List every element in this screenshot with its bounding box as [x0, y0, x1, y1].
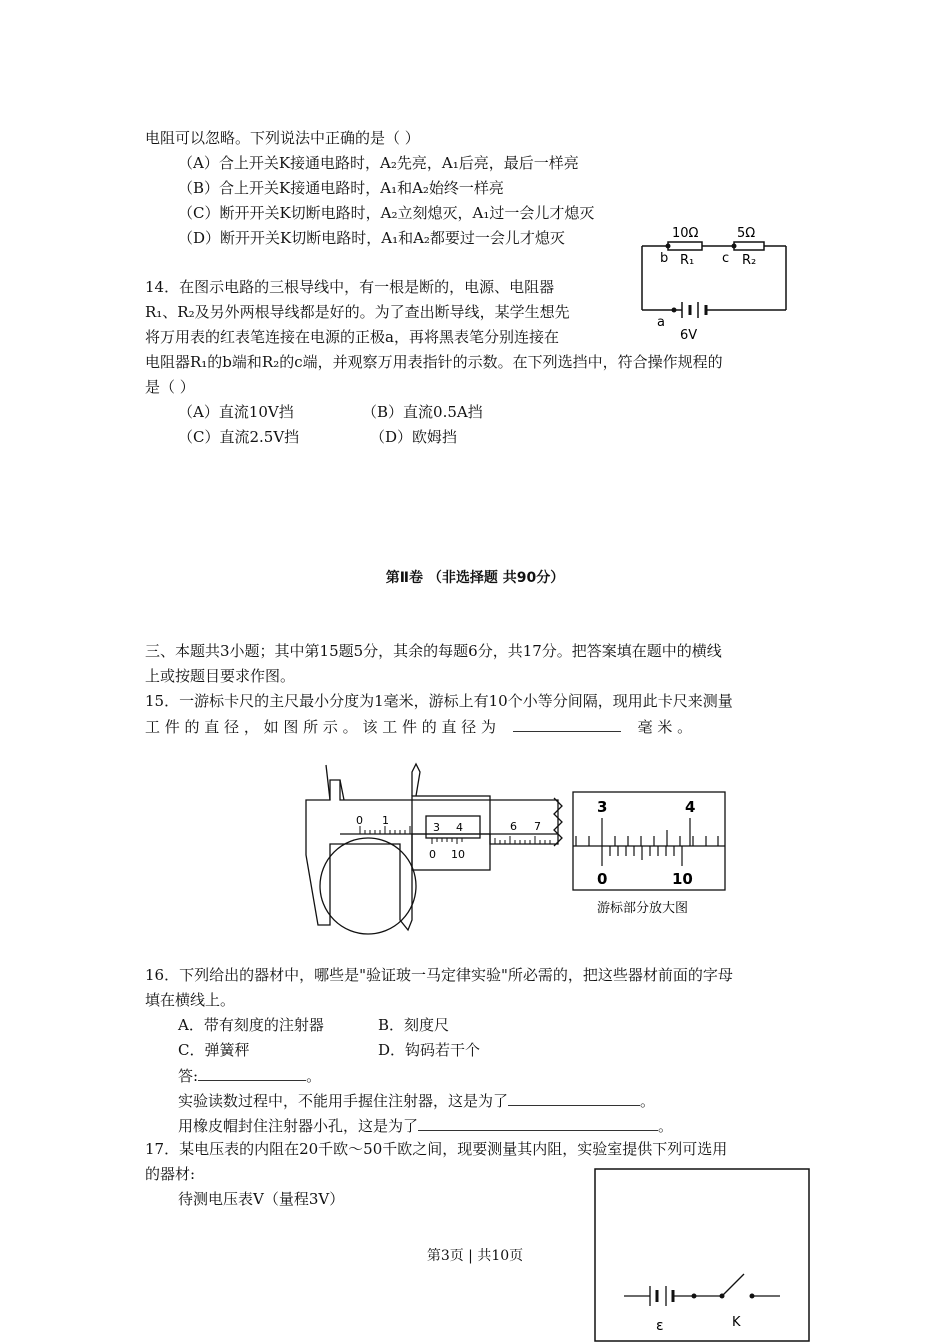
node-c-label: c: [722, 251, 730, 266]
q16-option-c: C．弹簧秤: [178, 1041, 250, 1059]
main-scale-ticks: [360, 826, 550, 844]
q14-option-d: （D）欧姆挡: [370, 428, 458, 446]
q16-answer-line: [178, 1065, 321, 1086]
q16-exp1-blank[interactable]: [508, 1090, 640, 1106]
switch-label: K: [732, 1315, 741, 1330]
zoom-label-0: 0: [597, 870, 608, 888]
q14-option-c: （C）直流2.5V挡: [178, 428, 300, 446]
q15-line2: [145, 716, 692, 737]
q16-line2: 填在横线上。: [145, 991, 236, 1009]
node-a-label: a: [657, 315, 665, 330]
q16-exp2-blank[interactable]: [418, 1115, 658, 1131]
q14-option-a: （A）直流10V挡: [178, 403, 294, 421]
page-footer: 第3页 | 共10页: [426, 1248, 524, 1264]
q14-option-b: （B）直流0.5A挡: [362, 403, 483, 421]
q13-option-c: （C）断开开关K切断电路时，A₂立刻熄灭，A₁过一会儿才熄灭: [178, 204, 595, 222]
q16-option-d: D．钩码若干个: [378, 1041, 481, 1059]
section-3-line2: 上或按题目要求作图。: [145, 667, 296, 685]
q14-line4: 电阻器R₁的b端和R₂的c端，并观察万用表指针的示数。在下列选挡中，符合操作规程的: [145, 353, 723, 371]
q17-line2: 的器材:: [145, 1165, 196, 1183]
q17-line1: 17．某电压表的内阻在20千欧～50千欧之间，现要测量其内阻，实验室提供下列可选用: [145, 1140, 728, 1158]
zoom-box: [573, 792, 725, 890]
q14-line2: R₁、R₂及另外两根导线都是好的。为了查出断导线，某学生想先: [145, 303, 570, 321]
main-scale-6: 6: [510, 820, 517, 833]
q15-line1: 15．一游标卡尺的主尺最小分度为1毫米，游标上有10个小等分间隔，现用此卡尺来测量: [145, 692, 733, 710]
q15-line2-unit: 毫 米 。: [637, 718, 693, 736]
r2-label: R₂: [742, 253, 757, 268]
voltage-label: 6V: [680, 328, 698, 342]
section-2-title: 第Ⅱ卷 （非选择题 共90分）: [385, 570, 565, 586]
main-scale-1: 1: [382, 814, 389, 827]
node-c-dot: [732, 244, 737, 249]
window-scale-3: 3: [433, 821, 440, 834]
node-b-label: b: [660, 251, 669, 266]
q16-answer-blank[interactable]: [198, 1065, 306, 1081]
resistor-r1: [668, 242, 702, 250]
q14-circuit-diagram: [630, 222, 800, 342]
zoom-caption: 游标部分放大图: [597, 901, 689, 916]
q13-stem-tail: 电阻可以忽略。下列说法中正确的是（ ）: [145, 129, 420, 147]
q15-line2-text: 工 件 的 直 径 ， 如 图 所 示 。 该 工 件 的 直 径 为: [145, 718, 497, 736]
q16-exp2-end: 。: [658, 1117, 674, 1135]
zoom-main-ticks: [576, 818, 718, 846]
q16-answer-end: 。: [306, 1067, 322, 1085]
q17-line3: 待测电压表V（量程3V）: [178, 1190, 345, 1208]
battery-symbol: [674, 302, 718, 318]
q14-line1: 14．在图示电路的三根导线中，有一根是断的，电源、电阻器: [145, 278, 555, 296]
workpiece-circle: [320, 838, 416, 934]
q16-line1: 16．下列给出的器材中，哪些是"验证玻一马定律实验"所必需的，把这些器材前面的字母: [145, 966, 733, 984]
q13-option-b: （B）合上开关K接通电路时，A₁和A₂始终一样亮: [178, 179, 504, 197]
q16-exp2-text: 用橡皮帽封住注射器小孔，这是为了: [178, 1117, 419, 1135]
q16-exp1-line: [178, 1090, 655, 1111]
section-3-line1: 三、本题共3小题；其中第15题5分，其余的每题6分，共17分。把答案填在题中的横线: [145, 642, 722, 660]
r2-value: 5Ω: [737, 226, 756, 241]
vernier-scale-0: 0: [429, 848, 436, 861]
vernier-scale-10: 10: [451, 848, 465, 861]
node-b-dot: [666, 244, 671, 249]
q16-exp2-line: [178, 1115, 673, 1136]
main-scale-0: 0: [356, 814, 363, 827]
emf-label: ε: [656, 1318, 664, 1334]
q13-option-a: （A）合上开关K接通电路时，A₂先亮，A₁后亮，最后一样亮: [178, 154, 579, 172]
switch-blade: [722, 1274, 744, 1296]
r1-value: 10Ω: [672, 226, 699, 241]
q14-line3: 将万用表的红表笔连接在电源的正极a，再将黑表笔分别连接在: [145, 328, 559, 346]
q15-answer-blank[interactable]: [513, 716, 621, 732]
caliper-figure: [300, 760, 730, 945]
zoom-vernier-ticks: [602, 846, 682, 866]
resistor-r2: [734, 242, 764, 250]
node-a-dot: [672, 308, 677, 313]
q16-answer-label: 答:: [178, 1067, 199, 1085]
q13-option-d: （D）断开开关K切断电路时，A₁和A₂都要过一会儿才熄灭: [178, 229, 565, 247]
q16-exp1-end: 。: [640, 1092, 656, 1110]
main-scale-7: 7: [534, 820, 541, 833]
q16-option-b: B．刻度尺: [378, 1016, 450, 1034]
r1-label: R₁: [680, 253, 695, 268]
window-scale-4: 4: [456, 821, 463, 834]
q16-option-a: A．带有刻度的注射器: [178, 1016, 324, 1034]
q14-line5: 是（ ）: [145, 378, 195, 396]
zoom-label-10: 10: [672, 870, 693, 888]
q16-exp1-text: 实验读数过程中，不能用手握住注射器，这是为了: [178, 1092, 509, 1110]
zoom-label-4: 4: [685, 798, 696, 816]
zoom-label-3: 3: [597, 798, 608, 816]
